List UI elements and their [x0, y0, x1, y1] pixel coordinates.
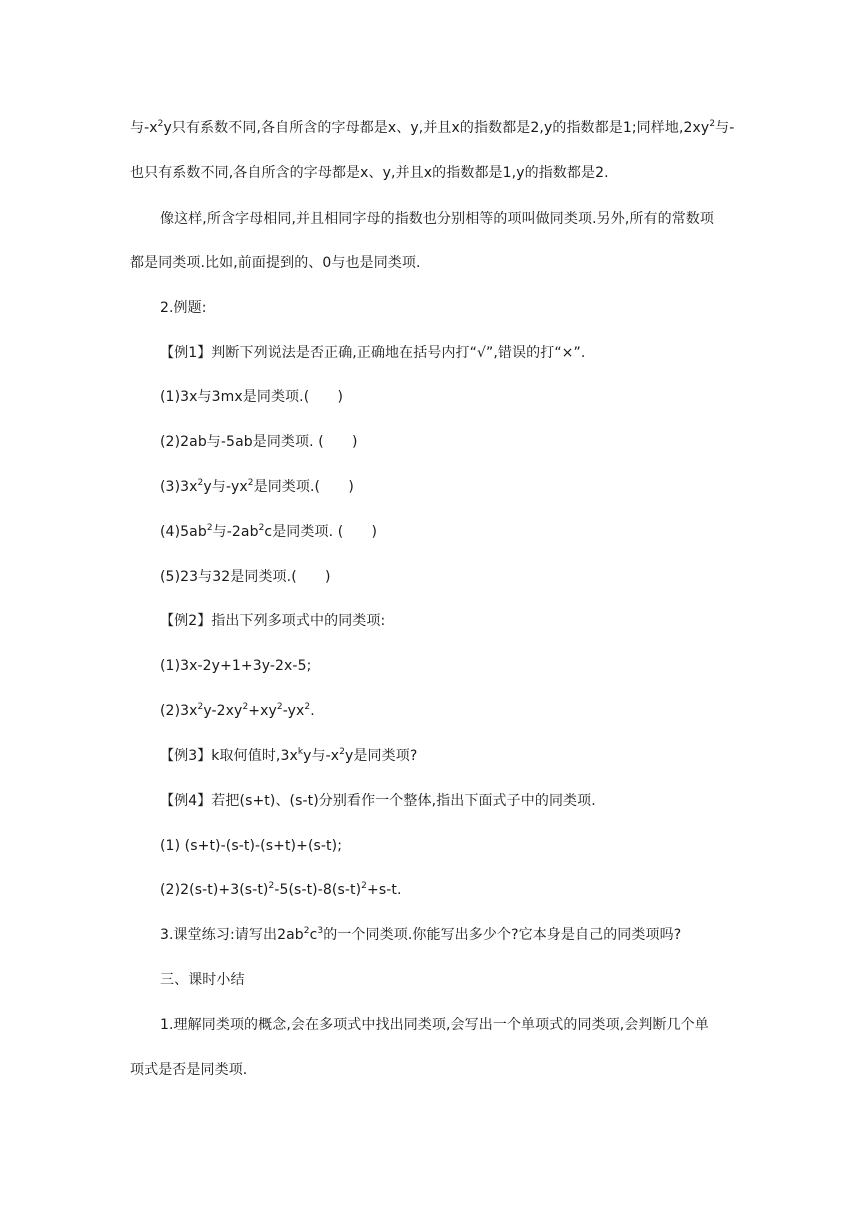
section-heading-examples	[160, 298, 207, 318]
text: 是同类项.( )	[253, 479, 354, 495]
example-2-title	[160, 611, 385, 631]
classroom-exercise	[160, 925, 681, 945]
text: (2)3x	[160, 703, 198, 719]
text: +s-t.	[367, 882, 402, 898]
text: 与-	[715, 120, 735, 136]
text: y与-x	[303, 748, 340, 764]
definition-paragraph	[160, 209, 714, 229]
superscript: 2	[258, 523, 265, 533]
superscript: 2	[247, 478, 254, 488]
text: 【例1】判断下列说法是否正确,正确地在括号内打“√”,错误的打“×”.	[160, 345, 586, 361]
text: 都是同类项.比如,前面提到的、0与也是同类项.	[130, 255, 421, 271]
definition-paragraph-continuation	[130, 253, 421, 273]
text: 【例4】若把(s+t)、(s-t)分别看作一个整体,指出下面式子中的同类项.	[160, 793, 596, 809]
text: y是同类项?	[345, 748, 418, 764]
text: y-2xy	[203, 703, 243, 719]
text: c是同类项. ( )	[264, 524, 378, 540]
example-4-title	[160, 791, 596, 811]
superscript: 2	[242, 702, 249, 712]
text: (2)2(s-t)+3(s-t)	[160, 882, 269, 898]
text: y只有系数不同,各自所含的字母都是x、y,并且x的指数都是2,y的指数都是1;同样地,2xy	[163, 120, 710, 136]
text: 也只有系数不同,各自所含的字母都是x、y,并且x的指数都是1,y的指数都是2.	[130, 165, 609, 181]
example-2-item-1	[160, 656, 311, 676]
paragraph-continuation-line	[130, 163, 609, 183]
superscript: 2	[304, 702, 311, 712]
example-1-item-4	[160, 522, 377, 542]
example-1-item-2	[160, 432, 358, 452]
superscript: 2	[268, 881, 275, 891]
example-1-item-3	[160, 477, 354, 497]
text: 项式是否是同类项.	[130, 1062, 248, 1078]
text: (1) (s+t)-(s-t)-(s+t)+(s-t);	[160, 838, 343, 854]
superscript: 2	[206, 523, 213, 533]
text: 三、课时小结	[160, 972, 245, 988]
text: 3.课堂练习:请写出2ab	[160, 927, 304, 943]
example-1-item-5	[160, 567, 331, 587]
text: (1)3x与3mx是同类项.( )	[160, 389, 344, 405]
text: -5(s-t)-8(s-t)	[274, 882, 362, 898]
text: y与-yx	[203, 479, 248, 495]
summary-paragraph-continuation	[130, 1060, 247, 1080]
text: c	[309, 927, 318, 943]
superscript: 2	[157, 119, 164, 129]
example-1-title	[160, 343, 585, 363]
text: 与-x	[130, 120, 158, 136]
text: -yx	[282, 703, 305, 719]
text: 像这样,所含字母相同,并且相同字母的指数也分别相等的项叫做同类项.另外,所有的常数项	[160, 211, 714, 227]
text: (3)3x	[160, 479, 198, 495]
text: (1)3x-2y+1+3y-2x-5;	[160, 658, 312, 674]
text: .	[310, 703, 315, 719]
text: (2)2ab与-5ab是同类项. ( )	[160, 434, 358, 450]
superscript: 2	[197, 478, 204, 488]
example-2-item-2	[160, 701, 315, 721]
superscript: 3	[317, 926, 324, 936]
superscript: 2	[276, 702, 283, 712]
example-4-item-2	[160, 880, 402, 900]
example-4-item-1	[160, 836, 342, 856]
paragraph-continuation-line	[130, 118, 734, 138]
text: 2.例题:	[160, 300, 207, 316]
summary-paragraph	[160, 1015, 709, 1035]
text: +xy	[248, 703, 277, 719]
superscript: 2	[197, 702, 204, 712]
superscript: 2	[339, 747, 346, 757]
text: 与-2ab	[212, 524, 259, 540]
text: 的一个同类项.你能写出多少个?它本身是自己的同类项吗?	[323, 927, 682, 943]
superscript: 2	[303, 926, 310, 936]
text: 【例2】指出下列多项式中的同类项:	[160, 613, 386, 629]
example-1-item-1	[160, 387, 343, 407]
example-3	[160, 746, 417, 766]
text: 【例3】k取何值时,3x	[160, 748, 298, 764]
superscript: 2	[361, 881, 367, 891]
superscript: k	[297, 747, 304, 757]
section-heading-summary	[160, 970, 245, 990]
text: (5)23与32是同类项.( )	[160, 569, 331, 585]
text: 1.理解同类项的概念,会在多项式中找出同类项,会写出一个单项式的同类项,会判断几个单	[160, 1017, 709, 1033]
superscript: 2	[709, 119, 716, 129]
text: (4)5ab	[160, 524, 207, 540]
